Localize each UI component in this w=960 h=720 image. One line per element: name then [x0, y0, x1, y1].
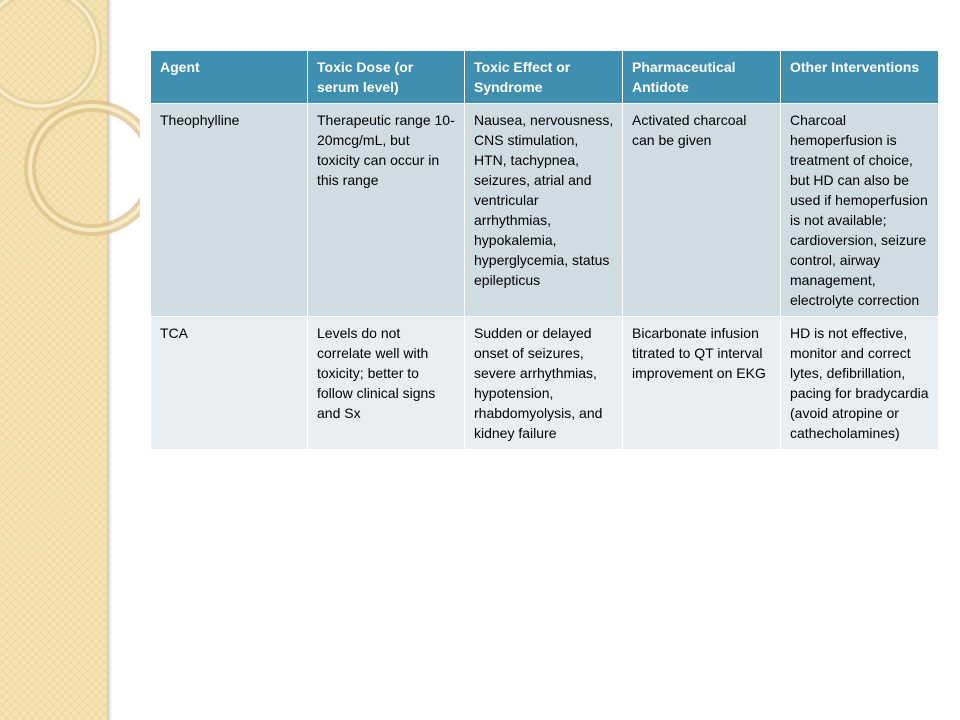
- cell-toxic-effect: Nausea, nervousness, CNS stimulation, HTN, tachypnea, seizures, atrial and ventricular arrhythmias, hypokalemia, hyperglycemia, status epilepticus: [465, 104, 623, 317]
- header-other-interventions: Other Interventions: [781, 51, 939, 104]
- cell-antidote: Bicarbonate infusion titrated to QT interval improvement on EKG: [623, 317, 781, 450]
- cell-toxic-dose: Levels do not correlate well with toxicity; better to follow clinical signs and Sx: [308, 317, 465, 450]
- toxicology-table: [150, 50, 939, 450]
- header-toxic-dose: Toxic Dose (or serum level): [308, 51, 465, 104]
- table-row: [151, 317, 939, 450]
- cell-agent: Theophylline: [151, 104, 308, 317]
- cell-antidote: Activated charcoal can be given: [623, 104, 781, 317]
- cell-toxic-effect: Sudden or delayed onset of seizures, severe arrhythmias, hypotension, rhabdomyolysis, and kidney failure: [465, 317, 623, 450]
- header-agent: Agent: [151, 51, 308, 104]
- header-toxic-effect: Toxic Effect or Syndrome: [465, 51, 623, 104]
- toxicology-table-container: [150, 50, 938, 450]
- header-antidote: Pharmaceutical Antidote: [623, 51, 781, 104]
- table-row: [151, 104, 939, 317]
- cell-other-interventions: HD is not effective, monitor and correct lytes, defibrillation, pacing for bradycardia (avoid atropine or cathecholamines): [781, 317, 939, 450]
- decorative-rings: [0, 0, 140, 300]
- table-header-row: [151, 51, 939, 104]
- cell-agent: TCA: [151, 317, 308, 450]
- cell-toxic-dose: Therapeutic range 10-20mcg/mL, but toxicity can occur in this range: [308, 104, 465, 317]
- cell-other-interventions: Charcoal hemoperfusion is treatment of choice, but HD can also be used if hemoperfusion is not available; cardioversion, seizure control, airway management, electrolyte correction: [781, 104, 939, 317]
